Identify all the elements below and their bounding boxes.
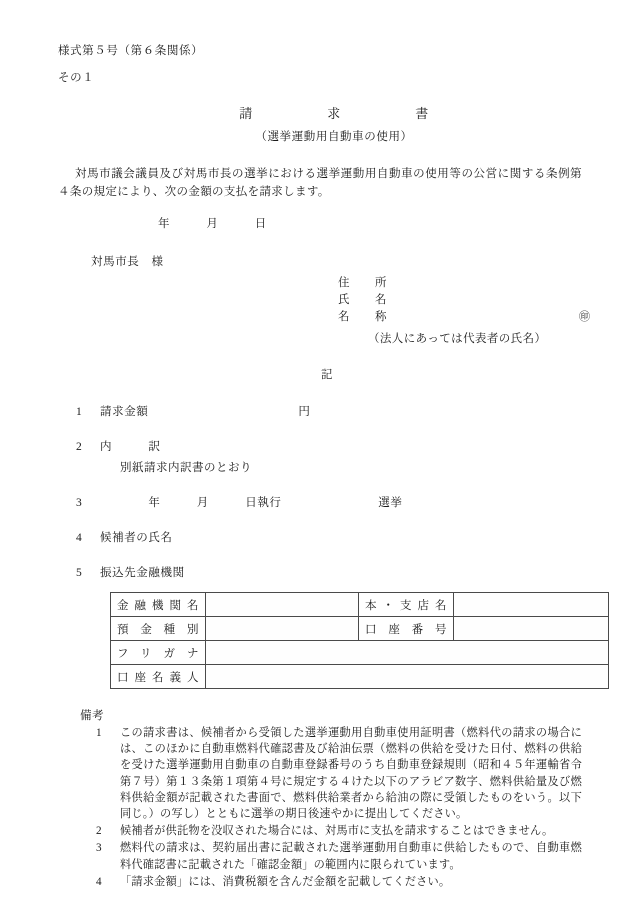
- note-4-number: 4: [96, 875, 102, 888]
- item-4-number: 4: [76, 532, 83, 544]
- page-title: [58, 103, 582, 122]
- item-1-number: 1: [76, 406, 83, 418]
- item-1-unit: 円: [298, 406, 311, 418]
- signer-name-row: [338, 292, 582, 309]
- signer-name-label: 氏 名: [338, 294, 394, 306]
- bank-name-label: 金融機関名: [111, 593, 206, 617]
- note-2-text: 候補者が供託物を没収された場合には、対馬市に支払を請求することはできません。: [120, 825, 554, 838]
- signer-address-label: 住 所: [338, 277, 394, 289]
- title-char-1: 請: [239, 106, 253, 121]
- item-2-number: 2: [76, 441, 83, 453]
- note-2: [80, 823, 582, 839]
- note-4-text: 「請求金額」には、消費税額を含んだ金額を記載してください。: [120, 875, 451, 888]
- deposit-type-label: 預金種別: [111, 617, 206, 641]
- item-5: [58, 565, 582, 582]
- date-line: 年 月 日: [158, 218, 267, 230]
- item-5-number: 5: [76, 567, 83, 579]
- item-3-number: 3: [76, 497, 83, 509]
- table-row: [111, 665, 609, 689]
- item-2-label: 内 訳: [100, 441, 161, 453]
- account-holder-label: 口座名義人: [111, 665, 206, 689]
- signer-address-row: [338, 275, 582, 292]
- seal-icon: ㊞: [579, 311, 590, 323]
- note-3-text: 燃料代の請求は、契約届出書に記載された選挙運動用自動車に供給したもので、自動車燃料代確認書に記載された「確認金額」の範囲内に限られています。: [120, 842, 582, 871]
- note-3: [80, 840, 582, 872]
- note-1: [80, 725, 582, 822]
- table-row: [111, 617, 609, 641]
- form-number: 様式第５号（第６条関係）: [58, 45, 204, 57]
- account-number-label: 口座番号: [359, 617, 454, 641]
- notes-title: 備考: [80, 710, 105, 722]
- table-row: [111, 593, 609, 617]
- form-part: その１: [58, 72, 95, 84]
- title-char-2: 求: [327, 106, 341, 121]
- title-char-3: 書: [415, 106, 429, 121]
- item-4: [58, 530, 582, 547]
- item-1: [58, 404, 582, 421]
- branch-name-input[interactable]: [454, 593, 609, 617]
- bank-account-table: [110, 592, 609, 689]
- note-1-text: この請求書は、候補者から受領した選挙運動用自動車使用証明書（燃料代の請求の場合には、このほかに自動車燃料代確認書及び給油伝票（燃料の供給を受けた日付、燃料の供給を受けた選挙運動用自動車の自動車登録番号のうち自動車登録規則（昭和４５年運輸省令第７号）第１３条第１項第４号に規定する４けた以下のアラビア数字、燃料供給量及び燃料供給金額が記載された書面で、燃料供給業者から給油の際に受領したものをいう。以下同じ。）の写し）とともに選挙の期日後速やかに提出してください。: [120, 727, 582, 821]
- item-5-label: 振込先金融機関: [100, 567, 185, 579]
- account-holder-input[interactable]: [206, 665, 609, 689]
- note-3-number: 3: [96, 842, 102, 855]
- note-1-number: 1: [96, 727, 102, 739]
- bank-name-input[interactable]: [206, 593, 359, 617]
- signer-title-row: [338, 309, 582, 326]
- furigana-label: フリガナ: [111, 641, 206, 665]
- item-2-sub: 別紙請求内訳書のとおり: [120, 462, 252, 474]
- note-2-number: 2: [96, 825, 102, 838]
- title-subtitle: （選挙運動用自動車の使用）: [255, 131, 413, 143]
- item-1-label: 請求金額: [100, 406, 149, 418]
- furigana-input[interactable]: [206, 641, 609, 665]
- ki-marker: 記: [320, 369, 334, 381]
- addressee: 対馬市長 様: [91, 256, 164, 268]
- item-3-label: 年 月 日執行 選挙: [100, 497, 403, 509]
- account-number-input[interactable]: [454, 617, 609, 641]
- item-3: [58, 495, 582, 512]
- signer-block: [58, 275, 590, 326]
- branch-name-label: 本・支店名: [359, 593, 454, 617]
- notes-section: [80, 707, 582, 890]
- table-row: [111, 641, 609, 665]
- item-4-label: 候補者の氏名: [100, 532, 173, 544]
- signer-corporate-note: （法人にあっては代表者の氏名）: [368, 333, 547, 345]
- body-paragraph: 対馬市議会議員及び対馬市長の選挙における選挙運動用自動車の使用等の公営に関する条例第４条の規定により、次の金額の支払を請求します。: [58, 168, 582, 198]
- note-4: [80, 874, 582, 890]
- signer-title-label: 名 称: [338, 311, 394, 323]
- item-2: [58, 439, 582, 456]
- deposit-type-input[interactable]: [206, 617, 359, 641]
